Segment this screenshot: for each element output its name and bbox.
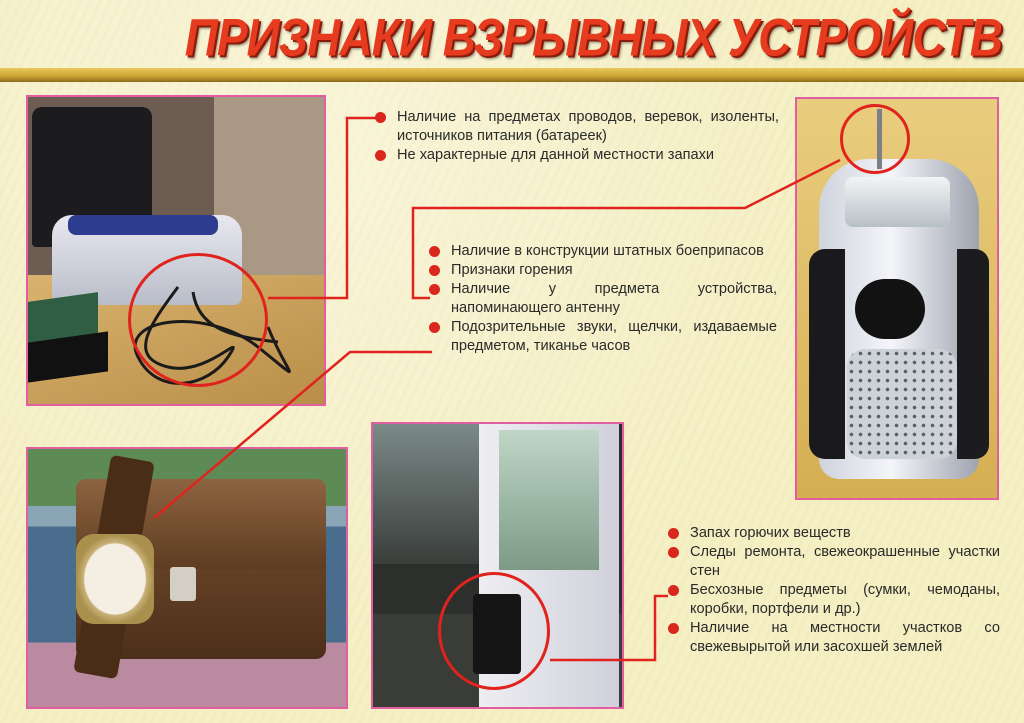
- signs-list-top: [373, 108, 779, 165]
- list-item: Не характерные для данной местности запахи: [373, 146, 779, 165]
- list-item: Следы ремонта, свежеокрашенные участки стен: [666, 543, 1000, 581]
- signs-list-middle: [427, 242, 777, 356]
- list-item: Бесхозные предметы (сумки, чемоданы, коробки, портфели и др.): [666, 581, 1000, 619]
- signs-list-bottom: [666, 524, 1000, 657]
- list-item: Подозрительные звуки, щелчки, издаваемые предметом, тиканье часов: [427, 318, 777, 356]
- list-item: Наличие у предмета устройства, напоминающего антенну: [427, 280, 777, 318]
- list-item: Признаки горения: [427, 261, 777, 280]
- list-item: Наличие в конструкции штатных боеприпасов: [427, 242, 777, 261]
- list-item: Наличие на предметах проводов, веревок, изоленты, источников питания (батареек): [373, 108, 779, 146]
- list-item: Наличие на местности участков со свежевырытой или засохшей землей: [666, 619, 1000, 657]
- list-item: Запах горючих веществ: [666, 524, 1000, 543]
- poster-title: ПРИЗНАКИ ВЗРЫВНЫХ УСТРОЙСТВ: [184, 7, 1002, 67]
